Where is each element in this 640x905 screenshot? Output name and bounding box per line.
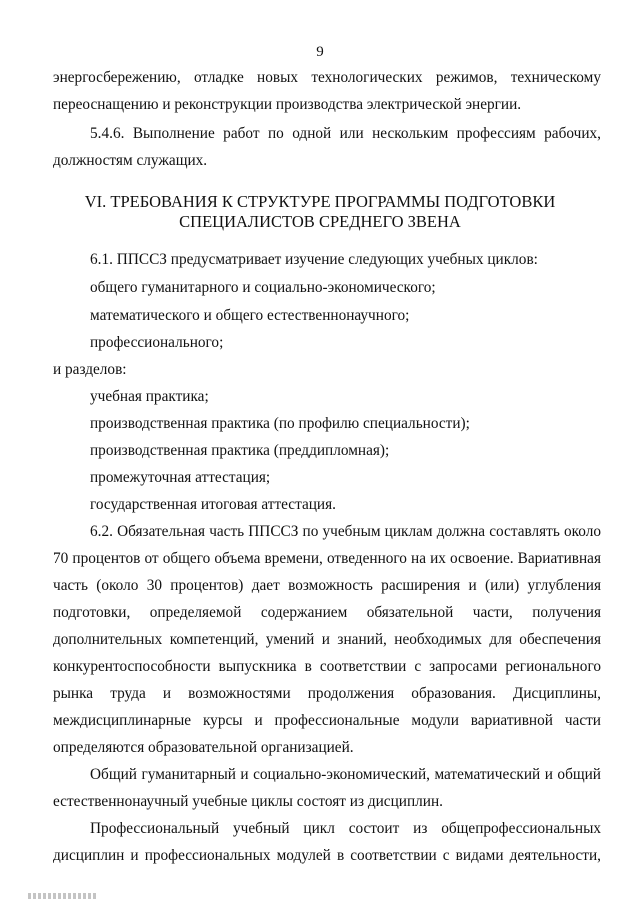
- text-line: подготовки, определяемой содержанием обязательной части, получения: [53, 604, 601, 621]
- list-item: промежуточная аттестация;: [90, 469, 271, 486]
- footer-mark: [28, 893, 98, 899]
- text-line: переоснащению и реконструкции производства электрической энергии.: [53, 96, 522, 113]
- text-line: Профессиональный учебный цикл состоит из общепрофессиональных: [90, 820, 601, 837]
- text-line: дисциплин и профессиональных модулей в соответствии с видами деятельности,: [53, 847, 601, 864]
- text-line: естественнонаучный учебные циклы состоят из дисциплин.: [53, 793, 443, 810]
- list-item: общего гуманитарного и социально-экономического;: [90, 279, 436, 296]
- text-line: и разделов:: [53, 361, 127, 378]
- list-item: государственная итоговая аттестация.: [90, 496, 336, 513]
- list-item: производственная практика (по профилю специальности);: [90, 415, 470, 432]
- text-line: должностям служащих.: [53, 152, 208, 169]
- list-item: математического и общего естественнонаучного;: [90, 307, 410, 324]
- list-item: учебная практика;: [90, 388, 209, 405]
- text-line: определяются образовательной организацией.: [53, 739, 354, 756]
- text-line: энергосбережению, отладке новых технологических режимов, техническому: [53, 69, 601, 86]
- text-line: 70 процентов от общего объема времени, отведенного на их освоение. Вариативная: [53, 550, 601, 567]
- text-line: междисциплинарные курсы и профессиональные модули вариативной части: [53, 712, 601, 729]
- text-line: 6.2. Обязательная часть ППССЗ по учебным циклам должна составлять около: [90, 523, 601, 540]
- section-heading: VI. ТРЕБОВАНИЯ К СТРУКТУРЕ ПРОГРАММЫ ПОДГОТОВКИ: [84, 192, 556, 211]
- text-line: рынка труда и возможностями продолжения образования. Дисциплины,: [53, 685, 601, 702]
- text-line: 6.1. ППССЗ предусматривает изучение следующих учебных циклов:: [90, 251, 538, 268]
- list-item: профессионального;: [90, 334, 224, 351]
- text-line: часть (около 30 процентов) дает возможность расширения и (или) углубления: [53, 577, 601, 594]
- text-line: дополнительных компетенций, умений и знаний, необходимых для обеспечения: [53, 631, 601, 648]
- page-number: 9: [316, 44, 324, 60]
- text-line: 5.4.6. Выполнение работ по одной или нескольким профессиям рабочих,: [90, 125, 601, 142]
- list-item: производственная практика (преддипломная);: [90, 442, 390, 459]
- section-heading: СПЕЦИАЛИСТОВ СРЕДНЕГО ЗВЕНА: [179, 212, 461, 231]
- text-line: конкурентоспособности выпускника в соответствии с запросами регионального: [53, 658, 601, 675]
- text-line: Общий гуманитарный и социально-экономический, математический и общий: [90, 766, 601, 783]
